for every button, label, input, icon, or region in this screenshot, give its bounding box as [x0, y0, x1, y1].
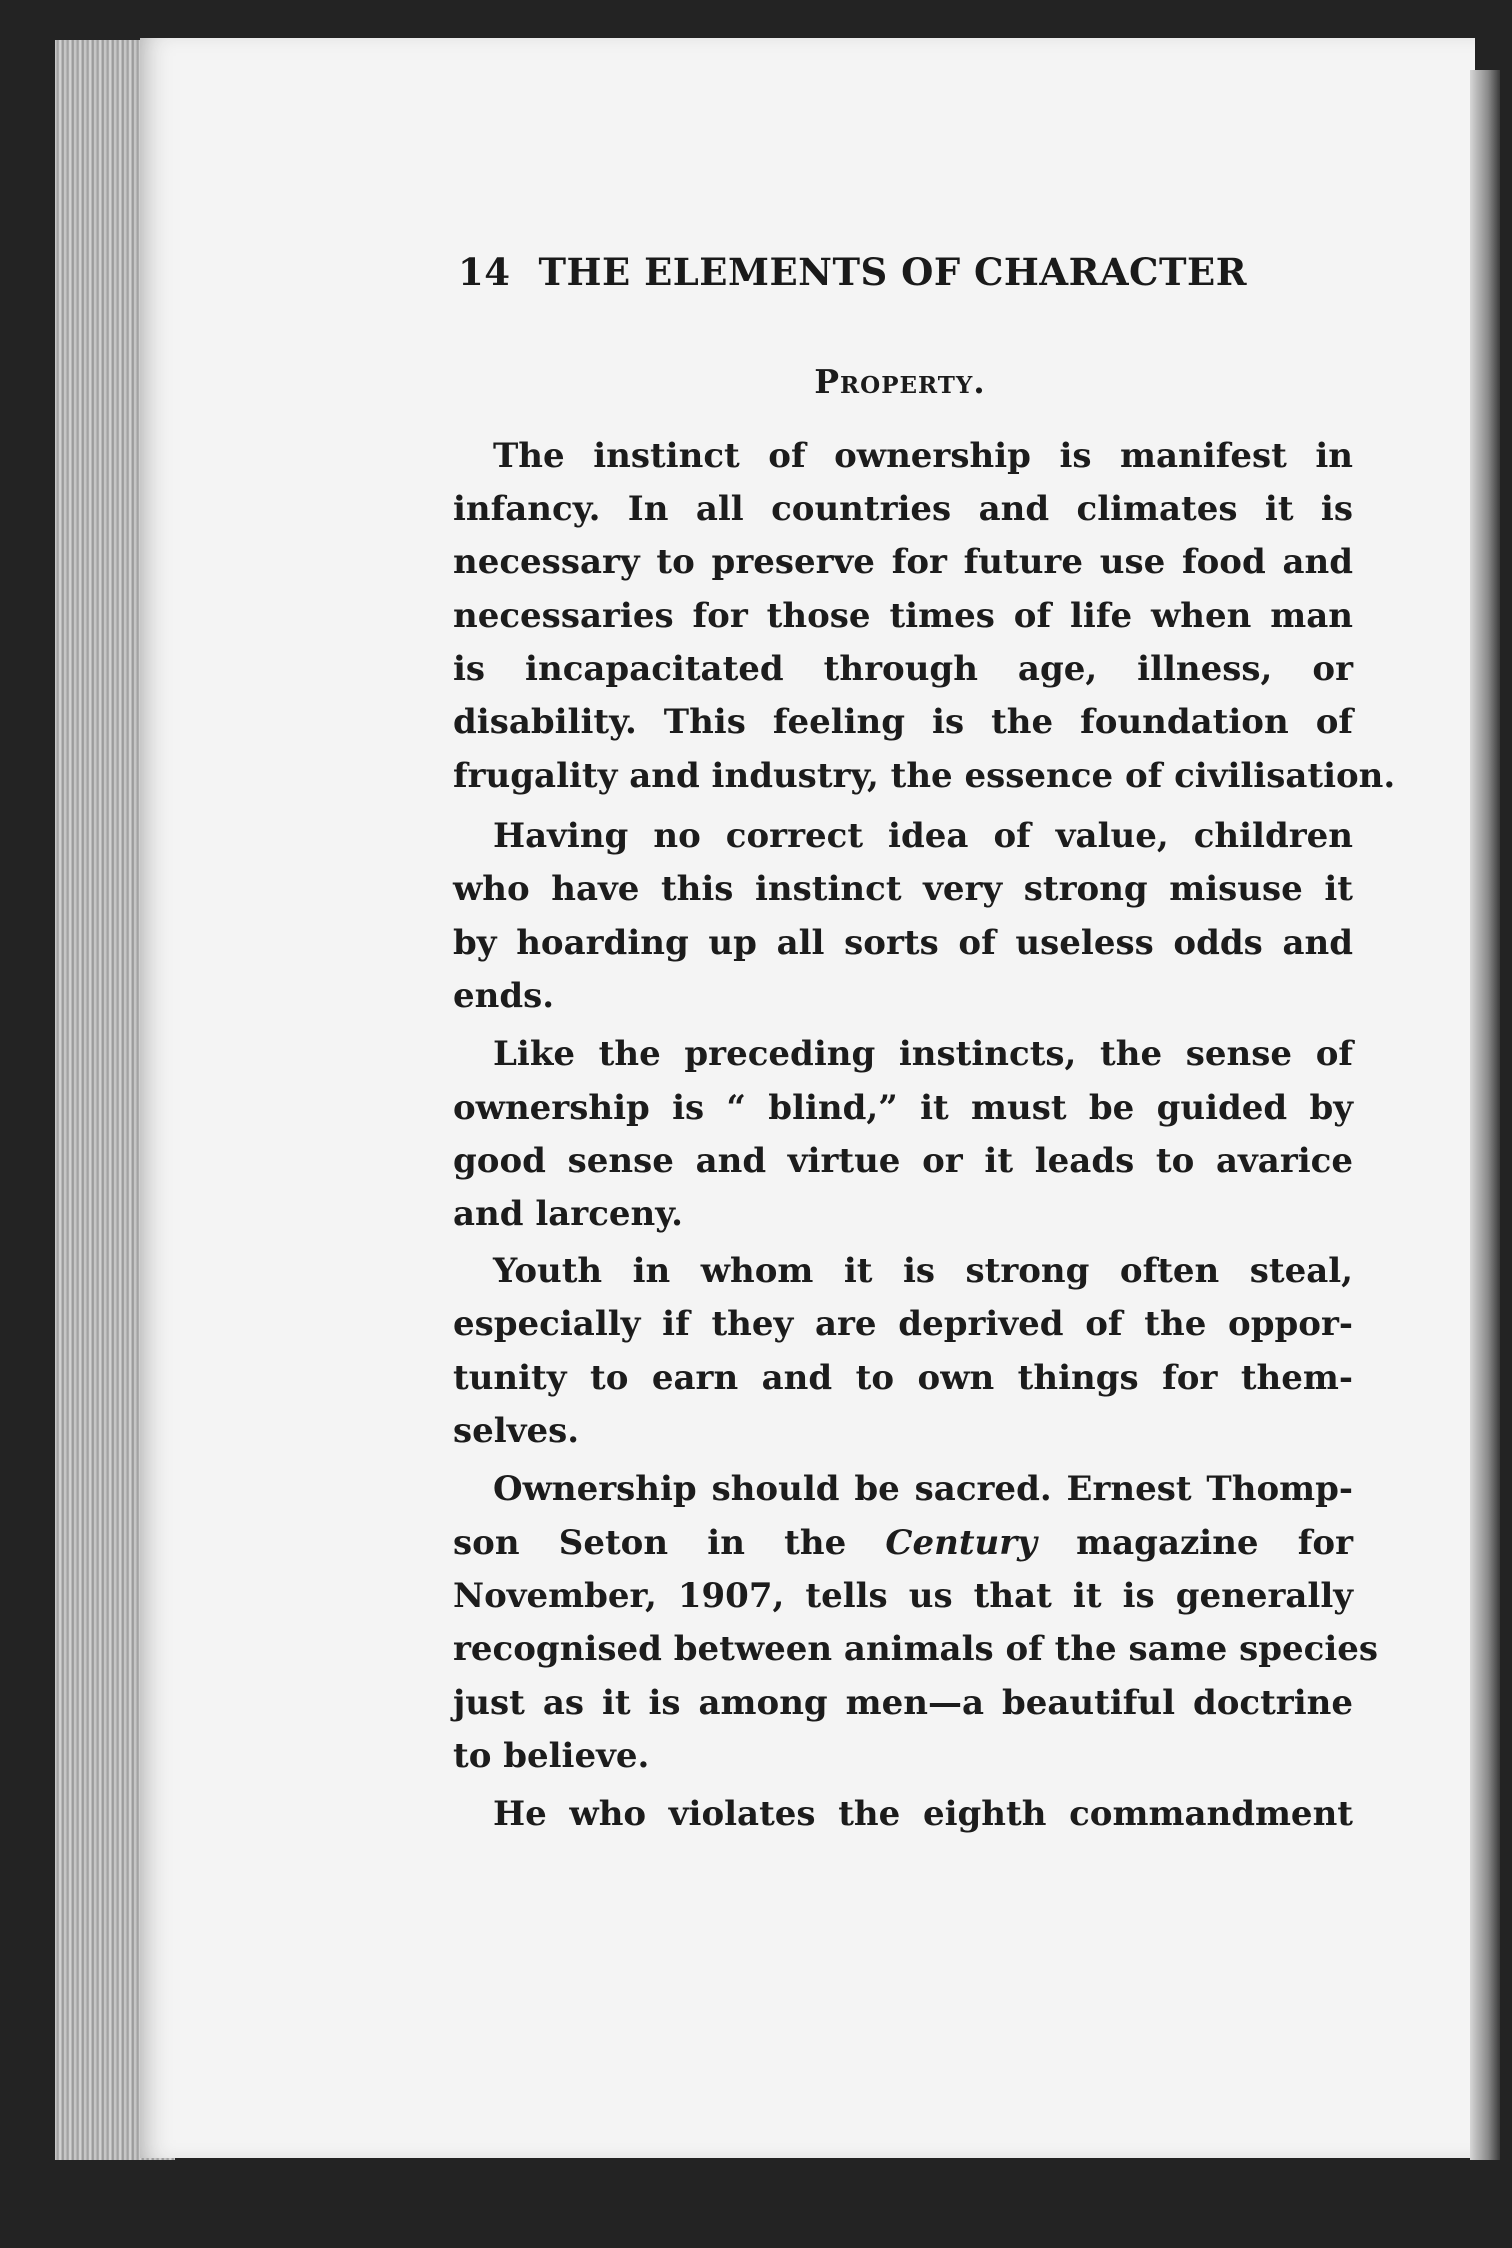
page-right-shadow [1470, 70, 1500, 2160]
text-line: by hoarding up all sorts of useless odds and [453, 923, 1353, 963]
text-line: and larceny. [453, 1194, 683, 1234]
italic-title: Century [885, 1523, 1037, 1563]
text-line: selves. [453, 1411, 580, 1451]
text-line: ownership is “ blind,” it must be guided by [453, 1088, 1353, 1128]
text-line: November, 1907, tells us that it is generally [453, 1576, 1353, 1616]
text-line: just as it is among men—a beautiful doctrine [453, 1683, 1353, 1723]
text-line: recognised between animals of the same species [453, 1629, 1379, 1669]
page-number: 14 [458, 250, 511, 294]
text-line: necessary to preserve for future use food and [453, 542, 1353, 582]
text-line: who have this instinct very strong misuse it [453, 869, 1353, 909]
text-line: ends. [453, 976, 555, 1016]
text-line: infancy. In all countries and climates it is [453, 489, 1353, 529]
text-line: tunity to earn and to own things for them- [453, 1358, 1353, 1398]
text-line: frugality and industry, the essence of civilisation. [453, 756, 1396, 796]
text-run: magazine for [1036, 1523, 1353, 1563]
text-line: Having no correct idea of value, children [493, 816, 1353, 856]
text-line [453, 1522, 1353, 1564]
text-line: is incapacitated through age, illness, or [453, 649, 1353, 689]
text-line: He who violates the eighth commandment [493, 1794, 1353, 1834]
running-head-title: THE ELEMENTS OF CHARACTER [538, 250, 1247, 294]
text-run: son Seton in the [453, 1523, 886, 1563]
text-line: Youth in whom it is strong often steal, [493, 1251, 1353, 1291]
text-line: Like the preceding instincts, the sense of [493, 1034, 1353, 1074]
text-line: especially if they are deprived of the oppor- [453, 1304, 1353, 1344]
text-line: disability. This feeling is the foundation of [453, 702, 1353, 742]
text-line: Ownership should be sacred. Ernest Thomp- [493, 1469, 1353, 1509]
text-line: The instinct of ownership is manifest in [493, 436, 1353, 476]
text-line: good sense and virtue or it leads to avarice [453, 1141, 1353, 1181]
running-head [458, 250, 1278, 294]
section-heading: Property. [814, 362, 986, 401]
text-line: to believe. [453, 1736, 650, 1776]
text-line: necessaries for those times of life when man [453, 596, 1353, 636]
